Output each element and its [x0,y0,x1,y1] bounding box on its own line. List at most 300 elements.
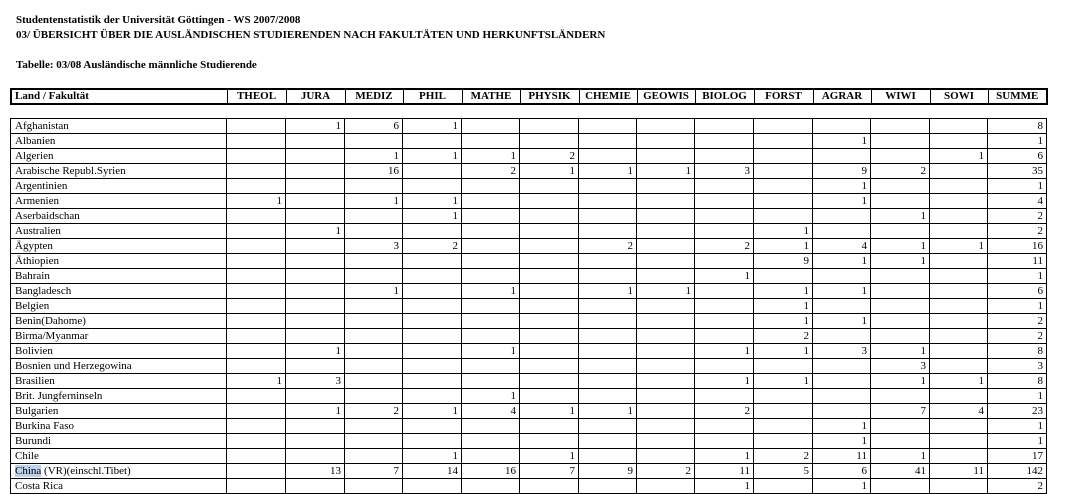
value-cell-theol [227,209,286,224]
value-cell-mathe: 1 [462,284,520,299]
value-cell-summe: 142 [988,464,1047,479]
value-cell-forst [754,434,813,449]
value-cell-theol [227,149,286,164]
value-cell-wiwi [871,284,930,299]
value-cell-mediz [345,329,403,344]
value-cell-phil: 14 [403,464,462,479]
value-cell-theol [227,224,286,239]
data-table [10,118,1047,494]
value-cell-summe: 1 [988,419,1047,434]
value-cell-sowi: 1 [930,149,988,164]
value-cell-phil [403,269,462,284]
value-cell-physik [520,224,579,239]
value-cell-phil [403,374,462,389]
value-cell-agrar [813,374,871,389]
value-cell-biolog [695,314,754,329]
value-cell-chemie [579,449,637,464]
value-cell-sowi: 1 [930,374,988,389]
value-cell-mediz [345,299,403,314]
value-cell-physik [520,134,579,149]
value-cell-sowi: 11 [930,464,988,479]
value-cell-mediz: 1 [345,149,403,164]
country-name-cell: Belgien [11,299,227,314]
value-cell-mathe [462,119,520,134]
header-chemie: CHEMIE [579,89,637,104]
value-cell-mediz [345,434,403,449]
value-cell-mathe [462,239,520,254]
value-cell-jura: 1 [286,119,345,134]
value-cell-sowi [930,179,988,194]
value-cell-wiwi: 1 [871,344,930,359]
value-cell-summe: 8 [988,344,1047,359]
value-cell-summe: 1 [988,134,1047,149]
value-cell-wiwi [871,119,930,134]
country-name-cell: Brasilien [11,374,227,389]
table-row [11,329,1047,344]
value-cell-physik: 1 [520,164,579,179]
value-cell-geowis [637,209,695,224]
value-cell-wiwi [871,479,930,494]
value-cell-mediz [345,254,403,269]
value-cell-mathe: 1 [462,389,520,404]
value-cell-mathe [462,359,520,374]
value-cell-theol [227,464,286,479]
value-cell-physik [520,209,579,224]
country-name-cell: Brit. Jungferninseln [11,389,227,404]
value-cell-mathe [462,434,520,449]
value-cell-phil [403,134,462,149]
value-cell-forst: 5 [754,464,813,479]
value-cell-geowis [637,299,695,314]
value-cell-sowi [930,344,988,359]
value-cell-theol [227,269,286,284]
value-cell-sowi [930,359,988,374]
value-cell-geowis [637,194,695,209]
value-cell-biolog [695,209,754,224]
country-name-cell: Bolivien [11,344,227,359]
value-cell-theol [227,134,286,149]
value-cell-theol [227,479,286,494]
value-cell-biolog [695,149,754,164]
value-cell-phil [403,254,462,269]
value-cell-biolog: 2 [695,404,754,419]
value-cell-wiwi: 1 [871,209,930,224]
value-cell-geowis [637,374,695,389]
value-cell-physik [520,254,579,269]
value-cell-summe: 1 [988,299,1047,314]
value-cell-biolog [695,389,754,404]
value-cell-jura [286,449,345,464]
value-cell-jura [286,254,345,269]
value-cell-geowis [637,419,695,434]
value-cell-mediz [345,209,403,224]
value-cell-mediz [345,179,403,194]
value-cell-mediz [345,224,403,239]
value-cell-physik: 2 [520,149,579,164]
value-cell-mathe [462,254,520,269]
value-cell-phil [403,479,462,494]
value-cell-forst: 1 [754,224,813,239]
value-cell-summe: 8 [988,119,1047,134]
value-cell-wiwi [871,194,930,209]
header-mathe: MATHE [462,89,520,104]
value-cell-mediz: 1 [345,284,403,299]
value-cell-sowi [930,419,988,434]
value-cell-phil [403,419,462,434]
value-cell-geowis [637,134,695,149]
country-name-cell: Burkina Faso [11,419,227,434]
value-cell-agrar: 1 [813,194,871,209]
value-cell-geowis: 1 [637,284,695,299]
header-mediz: MEDIZ [345,89,403,104]
value-cell-jura [286,149,345,164]
value-cell-summe: 6 [988,284,1047,299]
value-cell-forst [754,149,813,164]
value-cell-wiwi [871,419,930,434]
value-cell-phil: 1 [403,149,462,164]
value-cell-sowi [930,254,988,269]
value-cell-sowi [930,434,988,449]
value-cell-geowis [637,434,695,449]
value-cell-forst: 1 [754,239,813,254]
header-geowis: GEOWIS [637,89,695,104]
value-cell-theol [227,179,286,194]
value-cell-wiwi [871,149,930,164]
value-cell-summe: 16 [988,239,1047,254]
value-cell-forst: 1 [754,299,813,314]
value-cell-agrar [813,404,871,419]
value-cell-wiwi: 7 [871,404,930,419]
value-cell-physik [520,194,579,209]
value-cell-biolog [695,194,754,209]
value-cell-jura [286,164,345,179]
value-cell-forst [754,164,813,179]
value-cell-biolog [695,224,754,239]
value-cell-chemie: 1 [579,284,637,299]
value-cell-physik: 1 [520,449,579,464]
value-cell-forst: 9 [754,254,813,269]
value-cell-forst [754,479,813,494]
value-cell-jura: 1 [286,404,345,419]
country-name-cell: Bosnien und Herzegowina [11,359,227,374]
value-cell-chemie [579,314,637,329]
value-cell-phil [403,329,462,344]
header-summe: SUMME [988,89,1047,104]
table-row [11,194,1047,209]
country-name-cell: Benin(Dahome) [11,314,227,329]
country-name-cell: Albanien [11,134,227,149]
value-cell-geowis [637,404,695,419]
value-cell-phil [403,179,462,194]
value-cell-wiwi [871,224,930,239]
value-cell-mathe: 1 [462,149,520,164]
country-name-cell: Algerien [11,149,227,164]
value-cell-mathe: 1 [462,344,520,359]
value-cell-mathe [462,329,520,344]
value-cell-theol [227,344,286,359]
value-cell-geowis [637,314,695,329]
value-cell-jura: 13 [286,464,345,479]
value-cell-chemie [579,374,637,389]
value-cell-sowi [930,269,988,284]
value-cell-summe: 4 [988,194,1047,209]
value-cell-jura [286,284,345,299]
value-cell-mathe [462,314,520,329]
value-cell-summe: 17 [988,449,1047,464]
value-cell-geowis [637,344,695,359]
header-sowi: SOWI [930,89,988,104]
value-cell-phil [403,299,462,314]
value-cell-geowis [637,329,695,344]
value-cell-geowis [637,224,695,239]
value-cell-theol [227,299,286,314]
table-row [11,134,1047,149]
value-cell-physik [520,329,579,344]
country-name-cell: Costa Rica [11,479,227,494]
value-cell-mediz [345,449,403,464]
value-cell-mediz [345,374,403,389]
value-cell-forst [754,209,813,224]
value-cell-agrar: 1 [813,419,871,434]
value-cell-jura [286,434,345,449]
value-cell-forst: 1 [754,344,813,359]
value-cell-chemie: 2 [579,239,637,254]
value-cell-theol [227,359,286,374]
value-cell-chemie [579,344,637,359]
value-cell-phil: 1 [403,209,462,224]
value-cell-physik [520,314,579,329]
value-cell-biolog [695,254,754,269]
value-cell-jura [286,194,345,209]
value-cell-mathe [462,179,520,194]
value-cell-sowi [930,164,988,179]
country-name-cell: Armenien [11,194,227,209]
value-cell-agrar: 6 [813,464,871,479]
value-cell-jura [286,239,345,254]
value-cell-summe: 2 [988,224,1047,239]
value-cell-chemie [579,434,637,449]
value-cell-physik [520,119,579,134]
value-cell-phil [403,344,462,359]
value-cell-summe: 1 [988,434,1047,449]
value-cell-agrar: 1 [813,284,871,299]
value-cell-forst [754,134,813,149]
value-cell-jura [286,359,345,374]
value-cell-agrar: 1 [813,134,871,149]
value-cell-agrar [813,329,871,344]
value-cell-biolog [695,329,754,344]
value-cell-summe: 35 [988,164,1047,179]
value-cell-chemie [579,194,637,209]
value-cell-chemie: 9 [579,464,637,479]
country-name-cell: Ägypten [11,239,227,254]
value-cell-agrar [813,389,871,404]
header-wiwi: WIWI [871,89,930,104]
value-cell-phil: 1 [403,449,462,464]
value-cell-geowis [637,119,695,134]
value-cell-physik [520,389,579,404]
value-cell-biolog: 1 [695,374,754,389]
value-cell-physik [520,299,579,314]
table-row [11,449,1047,464]
value-cell-forst [754,419,813,434]
value-cell-jura [286,209,345,224]
value-cell-biolog [695,419,754,434]
value-cell-biolog [695,299,754,314]
value-cell-mathe: 16 [462,464,520,479]
country-name-cell: Argentinien [11,179,227,194]
country-name-cell: Chile [11,449,227,464]
value-cell-theol [227,419,286,434]
table-row [11,254,1047,269]
value-cell-agrar: 9 [813,164,871,179]
value-cell-physik [520,344,579,359]
value-cell-agrar: 11 [813,449,871,464]
value-cell-physik [520,374,579,389]
value-cell-agrar: 4 [813,239,871,254]
value-cell-sowi: 1 [930,239,988,254]
value-cell-agrar: 1 [813,434,871,449]
value-cell-chemie [579,224,637,239]
value-cell-agrar: 3 [813,344,871,359]
value-cell-geowis [637,389,695,404]
value-cell-mathe [462,299,520,314]
value-cell-summe: 1 [988,269,1047,284]
value-cell-mediz: 16 [345,164,403,179]
value-cell-biolog: 3 [695,164,754,179]
value-cell-jura: 1 [286,224,345,239]
value-cell-geowis [637,359,695,374]
value-cell-sowi: 4 [930,404,988,419]
value-cell-wiwi: 1 [871,239,930,254]
value-cell-sowi [930,224,988,239]
value-cell-summe: 2 [988,314,1047,329]
value-cell-summe: 1 [988,389,1047,404]
country-name-cell: Aserbaidschan [11,209,227,224]
value-cell-theol: 1 [227,194,286,209]
value-cell-forst: 2 [754,449,813,464]
value-cell-wiwi [871,179,930,194]
value-cell-theol [227,389,286,404]
value-cell-mathe [462,194,520,209]
country-name-cell: Afghanistan [11,119,227,134]
value-cell-forst [754,119,813,134]
value-cell-geowis [637,239,695,254]
value-cell-phil [403,389,462,404]
value-cell-mediz [345,314,403,329]
value-cell-biolog [695,119,754,134]
value-cell-wiwi: 2 [871,164,930,179]
value-cell-forst [754,359,813,374]
value-cell-mathe [462,374,520,389]
value-cell-forst [754,404,813,419]
value-cell-wiwi [871,434,930,449]
value-cell-forst [754,179,813,194]
value-cell-biolog: 1 [695,449,754,464]
value-cell-physik [520,284,579,299]
country-name-cell [11,464,227,479]
value-cell-agrar: 1 [813,479,871,494]
table-row [11,464,1047,479]
table-row [11,239,1047,254]
table-caption: Tabelle: 03/08 Ausländische männliche Studierende [16,59,257,71]
value-cell-wiwi [871,269,930,284]
value-cell-physik [520,359,579,374]
value-cell-geowis [637,449,695,464]
value-cell-sowi [930,329,988,344]
value-cell-sowi [930,134,988,149]
value-cell-mediz [345,344,403,359]
value-cell-chemie [579,329,637,344]
value-cell-summe: 1 [988,179,1047,194]
value-cell-agrar: 1 [813,314,871,329]
value-cell-summe: 2 [988,329,1047,344]
value-cell-geowis [637,269,695,284]
value-cell-theol [227,164,286,179]
value-cell-summe: 11 [988,254,1047,269]
value-cell-mediz [345,359,403,374]
value-cell-physik [520,269,579,284]
table-row [11,179,1047,194]
value-cell-phil: 1 [403,119,462,134]
value-cell-physik [520,434,579,449]
value-cell-theol [227,329,286,344]
value-cell-wiwi [871,299,930,314]
value-cell-agrar [813,209,871,224]
value-cell-phil [403,359,462,374]
value-cell-mediz [345,389,403,404]
value-cell-jura [286,314,345,329]
value-cell-sowi [930,194,988,209]
value-cell-phil [403,164,462,179]
table-row [11,374,1047,389]
value-cell-theol [227,404,286,419]
value-cell-geowis [637,479,695,494]
value-cell-forst [754,269,813,284]
value-cell-wiwi: 3 [871,359,930,374]
value-cell-wiwi: 1 [871,254,930,269]
value-cell-forst: 2 [754,329,813,344]
value-cell-biolog [695,359,754,374]
value-cell-phil [403,434,462,449]
value-cell-biolog [695,284,754,299]
value-cell-theol [227,449,286,464]
value-cell-mediz [345,419,403,434]
header-biolog: BIOLOG [695,89,754,104]
country-name-cell: Australien [11,224,227,239]
value-cell-theol: 1 [227,374,286,389]
value-cell-summe: 6 [988,149,1047,164]
value-cell-agrar [813,224,871,239]
value-cell-agrar [813,359,871,374]
value-cell-geowis [637,149,695,164]
value-cell-wiwi: 41 [871,464,930,479]
value-cell-agrar [813,119,871,134]
value-cell-phil: 1 [403,194,462,209]
value-cell-physik: 1 [520,404,579,419]
selected-text[interactable]: China [15,464,42,477]
value-cell-physik [520,419,579,434]
value-cell-wiwi: 1 [871,374,930,389]
value-cell-mediz: 6 [345,119,403,134]
value-cell-biolog: 2 [695,239,754,254]
value-cell-jura [286,134,345,149]
value-cell-phil [403,284,462,299]
value-cell-geowis [637,254,695,269]
value-cell-sowi [930,449,988,464]
table-row [11,419,1047,434]
value-cell-mediz: 1 [345,194,403,209]
